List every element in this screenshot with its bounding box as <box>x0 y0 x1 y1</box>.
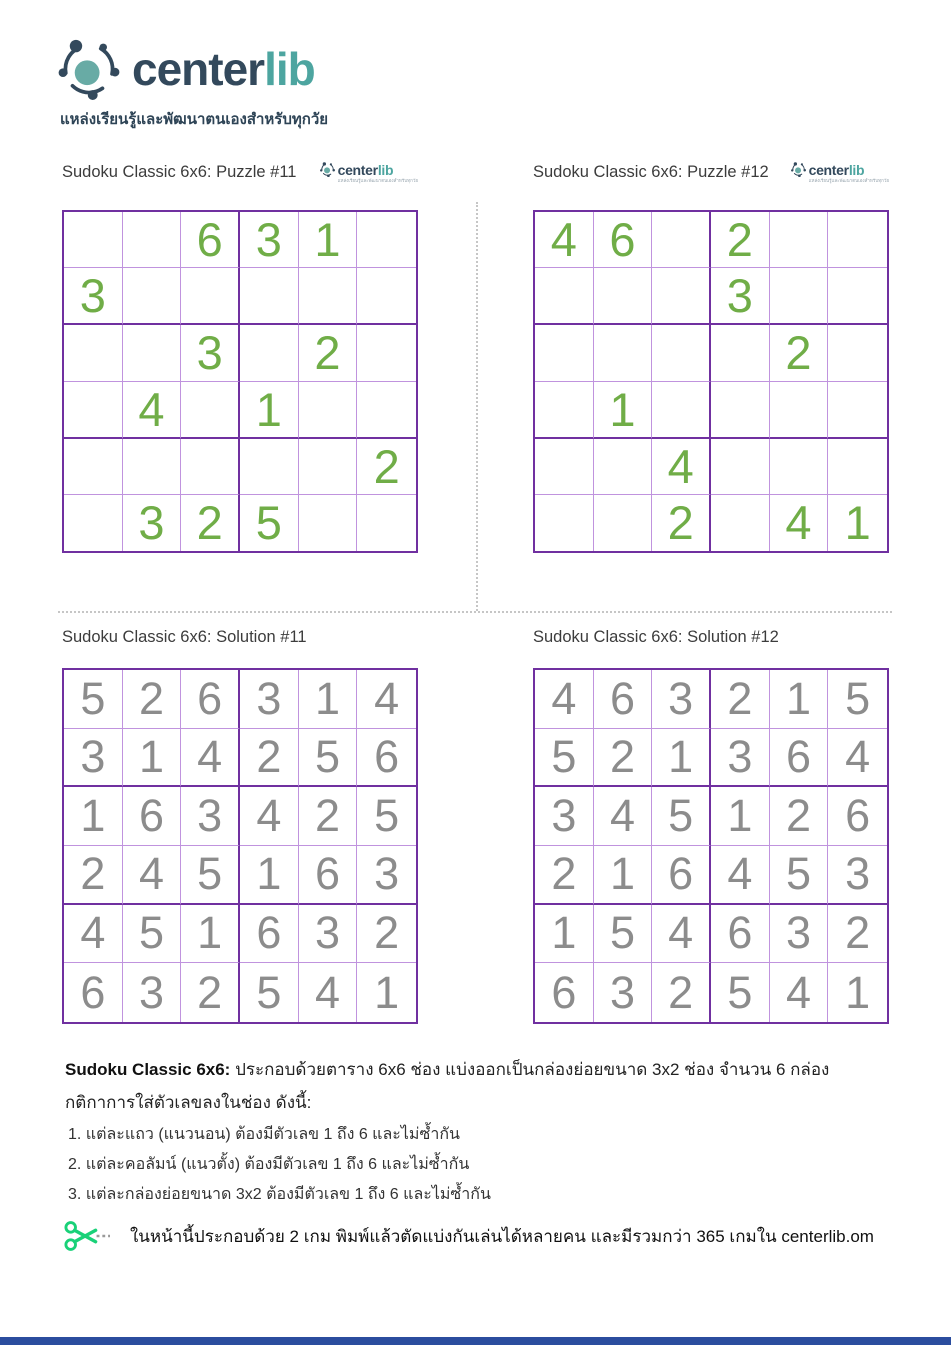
sudoku-cell <box>240 268 299 325</box>
sudoku-cell: 3 <box>828 846 887 905</box>
sudoku-cell <box>770 439 829 495</box>
sudoku-cell: 2 <box>652 963 711 1022</box>
sudoku-cell: 3 <box>64 729 123 788</box>
sudoku-cell: 6 <box>357 729 416 788</box>
sudoku-cell: 1 <box>299 212 358 268</box>
sudoku-cell: 2 <box>240 729 299 788</box>
sudoku-cell <box>535 495 594 551</box>
cut-line-horizontal <box>58 611 892 613</box>
sudoku-cell <box>535 382 594 439</box>
sudoku-cell: 4 <box>535 212 594 268</box>
sudoku-cell: 3 <box>240 212 299 268</box>
mini-tagline: แหล่งเรียนรู้และพัฒนาตนเองสำหรับทุกวัย <box>808 178 889 183</box>
solution-12-grid <box>533 668 889 1024</box>
mini-wordmark: centerlib <box>808 161 865 178</box>
sudoku-cell <box>123 439 182 495</box>
sudoku-cell <box>828 212 887 268</box>
sudoku-cell: 3 <box>64 268 123 325</box>
footer-note-row <box>64 1216 874 1256</box>
sudoku-cell: 4 <box>652 905 711 964</box>
sudoku-cell: 3 <box>535 787 594 846</box>
sudoku-cell: 5 <box>240 963 299 1022</box>
sudoku-cell: 5 <box>770 846 829 905</box>
sudoku-cell: 2 <box>535 846 594 905</box>
sudoku-cell: 1 <box>652 729 711 788</box>
centerlib-logo-icon <box>58 38 120 100</box>
brand-name-primary: center <box>132 43 265 95</box>
sudoku-cell: 2 <box>828 905 887 964</box>
sudoku-cell: 2 <box>594 729 653 788</box>
sudoku-cell: 2 <box>64 846 123 905</box>
sudoku-cell: 5 <box>711 963 770 1022</box>
sudoku-cell: 5 <box>181 846 240 905</box>
sudoku-cell: 4 <box>181 729 240 788</box>
sudoku-cell: 1 <box>594 382 653 439</box>
sudoku-cell <box>770 268 829 325</box>
sudoku-cell: 4 <box>770 963 829 1022</box>
sudoku-cell: 2 <box>357 439 416 495</box>
footer-note: ในหน้านี้ประกอบด้วย 2 เกม พิมพ์แล้วตัดแบ่งกันเล่นได้หลายคน และมีรวมกว่า 365 เกมใน centerlib.om <box>130 1226 874 1246</box>
sudoku-cell <box>652 268 711 325</box>
sudoku-cell: 6 <box>181 212 240 268</box>
sudoku-cell <box>181 268 240 325</box>
sudoku-cell: 2 <box>652 495 711 551</box>
puzzle-11-header <box>62 162 418 184</box>
sudoku-cell: 1 <box>770 670 829 729</box>
sudoku-cell <box>64 495 123 551</box>
sudoku-cell <box>357 268 416 325</box>
sudoku-cell: 4 <box>770 495 829 551</box>
sudoku-cell: 5 <box>357 787 416 846</box>
bottom-bar <box>0 1337 951 1345</box>
solution-12-title: Sudoku Classic 6x6: Solution #12 <box>533 628 779 646</box>
sudoku-cell <box>711 439 770 495</box>
cut-line-vertical <box>476 202 478 611</box>
sudoku-cell: 3 <box>770 905 829 964</box>
sudoku-cell: 1 <box>844 496 871 550</box>
sudoku-cell: 3 <box>711 268 770 325</box>
sudoku-cell: 6 <box>828 787 887 846</box>
sudoku-cell <box>535 439 594 495</box>
sudoku-cell: 3 <box>123 963 182 1022</box>
sudoku-cell: 1 <box>240 846 299 905</box>
centerlib-logo-icon <box>791 162 806 177</box>
sudoku-cell: 5 <box>535 729 594 788</box>
sudoku-cell: 3 <box>711 729 770 788</box>
sudoku-cell: 6 <box>594 212 653 268</box>
sudoku-cell: 1 <box>240 382 299 439</box>
sudoku-cell <box>123 268 182 325</box>
brand-name-secondary: lib <box>264 43 315 95</box>
sudoku-cell: 4 <box>652 439 711 495</box>
sudoku-cell: 5 <box>64 670 123 729</box>
scissors-icon <box>64 1216 110 1256</box>
sudoku-cell: 3 <box>240 670 299 729</box>
description-intro: ประกอบด้วยตาราง 6x6 ช่อง แบ่งออกเป็นกล่องย่อยขนาด 3x2 ช่อง จำนวน 6 กล่อง <box>230 1060 830 1079</box>
sudoku-cell <box>828 325 887 381</box>
sudoku-cell: 1 <box>535 905 594 964</box>
sudoku-cell: 2 <box>181 963 240 1022</box>
puzzle-12-grid <box>533 210 889 553</box>
brand-tagline: แหล่งเรียนรู้และพัฒนาตนเองสำหรับทุกวัย <box>60 111 329 128</box>
sudoku-cell: 2 <box>299 787 358 846</box>
sudoku-cell: 3 <box>181 325 240 381</box>
sudoku-cell <box>64 212 123 268</box>
sudoku-cell: 4 <box>357 670 416 729</box>
sudoku-cell: 6 <box>535 963 594 1022</box>
sudoku-cell: 4 <box>594 787 653 846</box>
sudoku-cell <box>64 439 123 495</box>
sudoku-cell: 5 <box>652 787 711 846</box>
mini-logo <box>320 162 418 184</box>
sudoku-cell: 2 <box>123 670 182 729</box>
solution-11-grid <box>62 668 418 1024</box>
sudoku-cell: 6 <box>299 846 358 905</box>
sudoku-cell <box>357 212 416 268</box>
sudoku-cell <box>299 439 358 495</box>
sudoku-cell: 2 <box>711 670 770 729</box>
sudoku-cell: 6 <box>770 729 829 788</box>
sudoku-cell <box>711 325 770 381</box>
sudoku-cell: 5 <box>123 905 182 964</box>
rule-item: 2. แต่ละคอลัมน์ (แนวตั้ง) ต้องมีตัวเลข 1 ถึง 6 และไม่ซ้ำกัน <box>68 1156 470 1173</box>
brand-logo <box>58 38 315 100</box>
sudoku-cell <box>652 325 711 381</box>
sudoku-cell: 6 <box>652 846 711 905</box>
sudoku-cell: 6 <box>64 963 123 1022</box>
sudoku-cell: 4 <box>123 382 182 439</box>
sudoku-cell: 1 <box>181 905 240 964</box>
centerlib-logo-icon <box>320 162 335 177</box>
sudoku-cell: 4 <box>64 905 123 964</box>
description-heading: Sudoku Classic 6x6: <box>65 1060 231 1079</box>
sudoku-cell <box>123 325 182 381</box>
description <box>65 1053 895 1119</box>
sudoku-cell: 4 <box>828 729 887 788</box>
sudoku-cell: 2 <box>770 325 829 381</box>
sudoku-cell <box>357 495 416 551</box>
sudoku-cell: 5 <box>828 670 887 729</box>
rule-item: 3. แต่ละกล่องย่อยขนาด 3x2 ต้องมีตัวเลข 1 ถึง 6 และไม่ซ้ำกัน <box>68 1186 491 1203</box>
sudoku-cell <box>828 268 887 325</box>
sudoku-cell <box>652 382 711 439</box>
sudoku-cell: 6 <box>240 905 299 964</box>
mini-tagline: แหล่งเรียนรู้และพัฒนาตนเองสำหรับทุกวัย <box>337 178 418 183</box>
sudoku-cell: 1 <box>845 966 871 1018</box>
puzzle-11-title: Sudoku Classic 6x6: Puzzle #11 <box>62 163 297 182</box>
sudoku-cell <box>828 439 887 495</box>
sudoku-cell: 4 <box>299 963 358 1022</box>
sudoku-cell: 5 <box>594 905 653 964</box>
description-line-2: กติกาการใส่ตัวเลขลงในช่อง ดังนี้: <box>65 1093 312 1112</box>
sudoku-cell <box>357 325 416 381</box>
sudoku-cell <box>181 382 240 439</box>
sudoku-cell <box>535 268 594 325</box>
sudoku-cell <box>594 495 653 551</box>
sudoku-cell: 4 <box>535 670 594 729</box>
sudoku-cell: 6 <box>123 787 182 846</box>
sudoku-cell <box>594 439 653 495</box>
sudoku-cell <box>299 382 358 439</box>
puzzle-11-grid <box>62 210 418 553</box>
puzzle-12-title: Sudoku Classic 6x6: Puzzle #12 <box>533 163 769 182</box>
brand-wordmark <box>132 43 315 95</box>
sudoku-cell: 5 <box>299 729 358 788</box>
description-line-1 <box>65 1053 895 1086</box>
rules-list <box>68 1120 491 1210</box>
solution-12-header <box>533 628 889 647</box>
sudoku-cell <box>770 212 829 268</box>
sudoku-cell: 1 <box>374 966 400 1018</box>
sudoku-cell: 4 <box>240 787 299 846</box>
sudoku-cell <box>299 268 358 325</box>
sudoku-cell <box>535 325 594 381</box>
puzzle-12-header <box>533 162 889 184</box>
sudoku-cell <box>240 439 299 495</box>
sudoku-cell: 1 <box>123 729 182 788</box>
sudoku-cell: 3 <box>357 846 416 905</box>
sudoku-cell <box>181 439 240 495</box>
mini-wordmark: centerlib <box>337 161 394 178</box>
sudoku-cell <box>652 212 711 268</box>
sudoku-cell: 1 <box>711 787 770 846</box>
sudoku-cell <box>711 495 770 551</box>
sudoku-cell: 1 <box>64 787 123 846</box>
sudoku-cell: 6 <box>181 670 240 729</box>
sudoku-cell: 4 <box>711 846 770 905</box>
sudoku-cell: 6 <box>594 670 653 729</box>
sudoku-cell <box>240 325 299 381</box>
sudoku-cell <box>64 325 123 381</box>
solution-11-header <box>62 628 418 647</box>
sudoku-cell <box>64 382 123 439</box>
solution-11-title: Sudoku Classic 6x6: Solution #11 <box>62 628 307 646</box>
sudoku-cell: 3 <box>594 963 653 1022</box>
sudoku-cell <box>594 268 653 325</box>
mini-logo <box>791 162 889 184</box>
sudoku-cell: 3 <box>123 495 182 551</box>
sudoku-cell: 1 <box>594 846 653 905</box>
sudoku-cell <box>828 382 887 439</box>
rule-item: 1. แต่ละแถว (แนวนอน) ต้องมีตัวเลข 1 ถึง 6 และไม่ซ้ำกัน <box>68 1126 460 1143</box>
sudoku-cell: 4 <box>123 846 182 905</box>
sudoku-cell: 3 <box>652 670 711 729</box>
sudoku-cell: 2 <box>770 787 829 846</box>
sudoku-cell: 6 <box>711 905 770 964</box>
sudoku-cell <box>711 382 770 439</box>
sudoku-cell <box>123 212 182 268</box>
sudoku-cell: 2 <box>181 495 240 551</box>
sudoku-cell <box>770 382 829 439</box>
sudoku-cell: 2 <box>357 905 416 964</box>
sudoku-cell: 3 <box>299 905 358 964</box>
sudoku-cell: 1 <box>299 670 358 729</box>
sudoku-cell: 5 <box>240 495 299 551</box>
sudoku-cell <box>299 495 358 551</box>
sudoku-cell: 3 <box>181 787 240 846</box>
sudoku-cell: 2 <box>711 212 770 268</box>
sudoku-cell <box>357 382 416 439</box>
sudoku-cell: 2 <box>299 325 358 381</box>
sudoku-cell <box>594 325 653 381</box>
